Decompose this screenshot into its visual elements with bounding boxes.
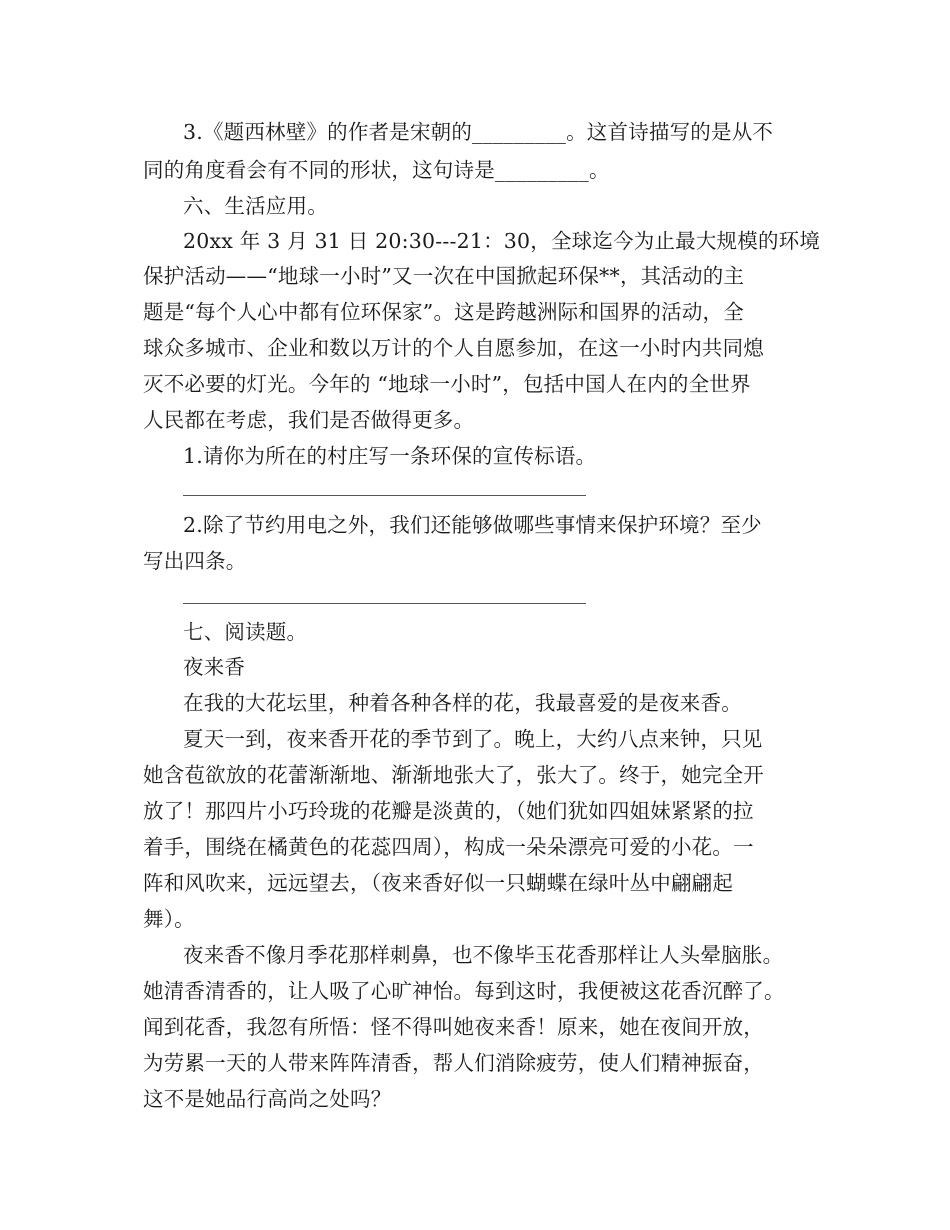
question-2-line-1: 2.除了节约用电之外，我们还能够做哪些事情来保护环境？至少 <box>183 513 762 537</box>
passage-para-2-line-3: 放了！那四片小巧玲珑的花瓣是淡黄的，（她们犹如四姐妹紧紧的拉 <box>143 799 754 823</box>
section-6-para-line-2: 保护活动——“地球一小时”又一次在中国掀起环保**，其活动的主 <box>143 264 745 288</box>
question-2-line-2: 写出四条。 <box>143 549 247 573</box>
section-6-heading: 六、生活应用。 <box>183 194 328 218</box>
passage-para-3-line-5: 这不是她品行高尚之处吗？ <box>143 1087 392 1111</box>
answer-line-2 <box>183 603 586 604</box>
section-7-heading: 七、阅读题。 <box>183 620 308 644</box>
question-3-line-2: 同的角度看会有不同的形状，这句诗是_________。 <box>143 158 610 182</box>
section-6-para-line-5: 灭不必要的灯光。今年的 “地球一小时”，包括中国人在内的全世界 <box>143 372 751 396</box>
passage-para-2-line-6: 舞）。 <box>143 907 195 931</box>
passage-para-3-line-4: 为劳累一天的人带来阵阵清香，帮人们消除疲劳，使人们精神振奋， <box>143 1051 764 1075</box>
section-6-para-line-3: 题是“每个人心中都有位环保家”。这是跨越洲际和国界的活动，全 <box>143 300 744 324</box>
section-6-para-line-6: 人民都在考虑，我们是否做得更多。 <box>143 408 475 432</box>
passage-para-1: 在我的大花坛里，种着各种各样的花，我最喜爱的是夜来香。 <box>183 691 742 715</box>
passage-para-3-line-2: 她清香清香的，让人吸了心旷神怡。每到这时，我便被这花香沉醉了。 <box>143 979 785 1003</box>
answer-line-1 <box>183 495 586 496</box>
passage-para-3-line-1: 夜来香不像月季花那样刺鼻，也不像毕玉花香那样让人头晕脑胀。 <box>183 943 784 967</box>
section-6-para-line-4: 球众多城市、企业和数以万计的个人自愿参加，在这一小时内共同熄 <box>143 336 764 360</box>
question-1: 1.请你为所在的村庄写一条环保的宣传标语。 <box>183 444 597 468</box>
passage-para-2-line-2: 她含苞欲放的花蕾渐渐地、渐渐地张大了，张大了。终于，她完全开 <box>143 763 764 787</box>
passage-para-2-line-4: 着手，围绕在橘黄色的花蕊四周），构成一朵朵漂亮可爱的小花。一 <box>143 835 754 859</box>
section-6-para-line-1: 20xx 年 3 月 31 日 20:30---21：30，全球迄今为止最大规模的环境 <box>183 229 821 253</box>
passage-para-2-line-5: 阵和风吹来，远远望去，（夜来香好似一只蝴蝶在绿叶丛中翩翩起 <box>143 871 734 895</box>
passage-para-3-line-3: 闻到花香，我忽有所悟：怪不得叫她夜来香！原来，她在夜间开放， <box>143 1015 764 1039</box>
passage-title: 夜来香 <box>183 655 246 679</box>
passage-para-2-line-1: 夏天一到，夜来香开花的季节到了。晚上，大约八点来钟，只见 <box>183 727 763 751</box>
question-3-line-1: 3.《题西林壁》的作者是宋朝的_________。这首诗描写的是从不 <box>183 120 774 144</box>
